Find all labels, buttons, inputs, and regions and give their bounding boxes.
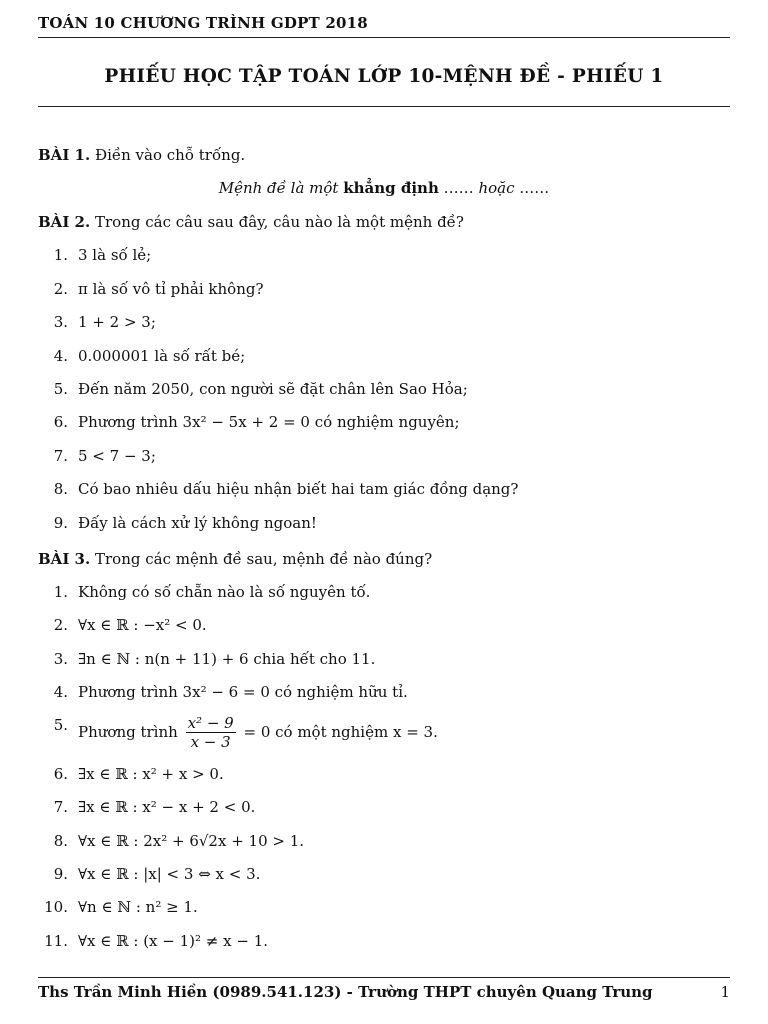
item-text: ∀x ∈ ℝ : 2x² + 6√2x + 10 > 1. xyxy=(78,831,305,850)
item-number: 3. xyxy=(53,649,68,668)
list-item xyxy=(38,445,730,467)
fraction-numerator: x² − 9 xyxy=(187,714,234,733)
item-number: 6. xyxy=(53,764,68,783)
fill-blank-1: …… xyxy=(443,179,474,197)
item-number: 8. xyxy=(53,480,68,499)
list-item xyxy=(38,581,730,603)
fill-blank-2: …… xyxy=(519,179,550,197)
item-text xyxy=(78,714,438,752)
fill-part1: Mệnh đề là một xyxy=(218,179,339,197)
item-number: 9. xyxy=(53,865,68,884)
item-text: Có bao nhiêu dấu hiệu nhận biết hai tam giác đồng dạng? xyxy=(78,480,519,499)
item-text: Đến năm 2050, con người sẽ đặt chân lên Sao Hỏa; xyxy=(78,379,468,398)
list-item xyxy=(38,614,730,636)
item-text: π là số vô tỉ phải không? xyxy=(78,279,264,298)
bai3-prompt: Trong các mệnh đề sau, mệnh đề nào đúng? xyxy=(95,549,433,568)
header-rule xyxy=(38,37,730,38)
item-text: 3 là số lẻ; xyxy=(78,246,152,265)
item-number: 5. xyxy=(53,379,68,398)
item-text: ∃x ∈ ℝ : x² + x > 0. xyxy=(78,764,224,783)
bai2-list xyxy=(38,244,730,533)
list-item xyxy=(38,411,730,433)
bai1-heading xyxy=(38,144,730,166)
list-item xyxy=(38,311,730,333)
page-number: 1 xyxy=(720,983,730,1001)
item-number: 1. xyxy=(53,582,68,601)
item-text: ∀n ∈ ℕ : n² ≥ 1. xyxy=(78,898,198,917)
item-number: 4. xyxy=(53,346,68,365)
list-item xyxy=(38,714,730,751)
item-text: Không có số chẵn nào là số nguyên tố. xyxy=(78,582,371,601)
bai1-label: BÀI 1. xyxy=(38,146,91,164)
list-item xyxy=(38,278,730,300)
item-text: ∀x ∈ ℝ : −x² < 0. xyxy=(78,616,207,635)
item-number: 1. xyxy=(53,246,68,265)
footer-rule xyxy=(38,977,730,978)
item-text: 0.000001 là số rất bé; xyxy=(78,346,246,365)
item-text: ∀x ∈ ℝ : |x| < 3 ⇔ x < 3. xyxy=(78,865,261,884)
item-number: 10. xyxy=(44,898,68,917)
item-number: 6. xyxy=(53,413,68,432)
list-item xyxy=(38,896,730,918)
bai1-prompt: Điền vào chỗ trống. xyxy=(95,146,246,164)
fraction xyxy=(186,714,236,751)
frac-after: = 0 có một nghiệm x = 3. xyxy=(243,722,438,741)
item-text: 5 < 7 − 3; xyxy=(78,446,156,465)
list-item xyxy=(38,648,730,670)
item-number: 8. xyxy=(53,831,68,850)
list-item xyxy=(38,930,730,952)
fill-part2: hoặc xyxy=(478,179,515,197)
item-number: 4. xyxy=(53,683,68,702)
item-number: 3. xyxy=(53,313,68,332)
page-title: PHIẾU HỌC TẬP TOÁN LỚP 10-MỆNH ĐỀ - PHIẾU 1 xyxy=(104,66,664,87)
item-text: Phương trình 3x² − 6 = 0 có nghiệm hữu tỉ. xyxy=(78,683,408,702)
footer xyxy=(38,983,730,1001)
bai2-label: BÀI 2. xyxy=(38,213,91,231)
item-number: 7. xyxy=(53,798,68,817)
footer-author: Ths Trần Minh Hiền (0989.541.123) - Trường THPT chuyên Quang Trung xyxy=(38,983,653,1001)
bai3-list xyxy=(38,581,730,952)
list-item xyxy=(38,244,730,266)
item-text: ∃n ∈ ℕ : n(n + 11) + 6 chia hết cho 11. xyxy=(78,649,376,668)
item-text: 1 + 2 > 3; xyxy=(78,313,156,332)
item-number: 9. xyxy=(53,513,68,532)
item-number: 7. xyxy=(53,446,68,465)
list-item xyxy=(38,830,730,852)
bai3-label: BÀI 3. xyxy=(38,549,91,568)
list-item xyxy=(38,378,730,400)
list-item xyxy=(38,345,730,367)
item-text: Phương trình 3x² − 5x + 2 = 0 có nghiệm nguyên; xyxy=(78,413,460,432)
list-item xyxy=(38,796,730,818)
item-text: ∃x ∈ ℝ : x² − x + 2 < 0. xyxy=(78,798,256,817)
item-number: 2. xyxy=(53,616,68,635)
bai1-fill-line xyxy=(38,177,730,199)
fraction-denominator: x − 3 xyxy=(190,733,231,752)
list-item xyxy=(38,512,730,534)
item-text: Đấy là cách xử lý không ngoan! xyxy=(78,513,317,532)
list-item xyxy=(38,863,730,885)
bai2-heading xyxy=(38,211,730,233)
item-number: 2. xyxy=(53,279,68,298)
bai3-heading xyxy=(38,548,730,570)
bai2-prompt: Trong các câu sau đây, câu nào là một mệnh đề? xyxy=(95,213,464,231)
frac-before: Phương trình xyxy=(78,722,178,741)
worksheet-body xyxy=(38,144,730,963)
list-item xyxy=(38,478,730,500)
item-number: 5. xyxy=(53,716,68,735)
item-number: 11. xyxy=(44,931,68,950)
course-header: TOÁN 10 CHƯƠNG TRÌNH GDPT 2018 xyxy=(38,14,368,32)
item-text: ∀x ∈ ℝ : (x − 1)² ≠ x − 1. xyxy=(78,931,269,950)
list-item xyxy=(38,681,730,703)
fill-bold: khẳng định xyxy=(343,179,439,197)
list-item xyxy=(38,763,730,785)
title-rule xyxy=(38,106,730,107)
